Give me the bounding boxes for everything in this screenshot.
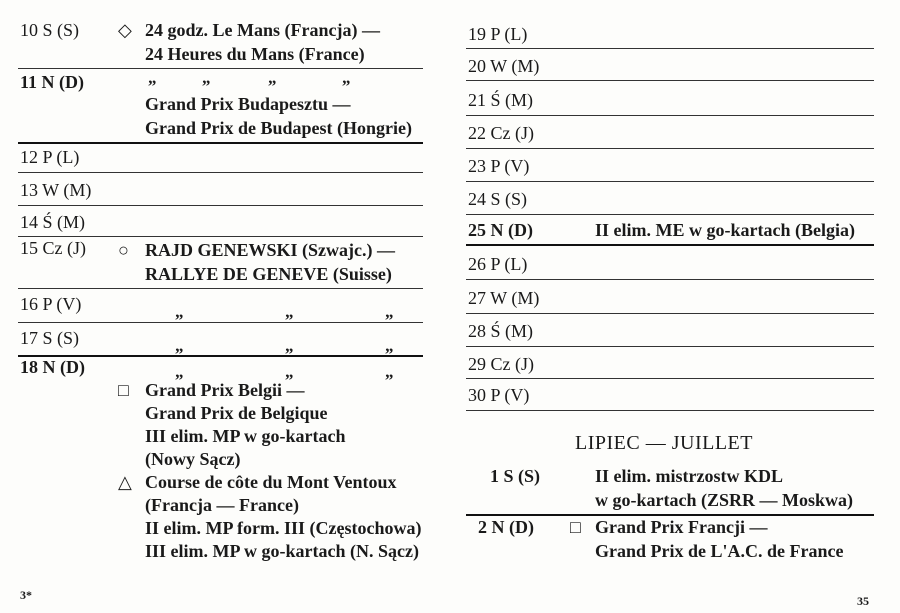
row-divider: [466, 313, 874, 314]
event-line: (Nowy Sącz): [145, 449, 241, 469]
event-line: 24 godz. Le Mans (Francja) —: [145, 20, 380, 40]
event-line: RAJD GENEWSKI (Szwajc.) —: [145, 240, 395, 260]
date-25: 25 N (D): [468, 220, 533, 240]
date-21: 21 Ś (M): [468, 90, 534, 110]
row-divider: [466, 514, 874, 516]
event-line: w go-kartach (ZSRR — Moskwa): [595, 490, 853, 510]
row-divider: [466, 148, 874, 149]
ditto-mark: „: [385, 362, 394, 381]
row-divider: [18, 172, 423, 173]
event-line: 24 Heures du Mans (France): [145, 44, 365, 64]
date-12: 12 P (L): [20, 147, 80, 167]
event-line: Grand Prix Francji —: [595, 517, 768, 537]
row-divider: [466, 410, 874, 411]
event-line: Course de côte du Mont Ventoux: [145, 472, 397, 492]
row-divider: [466, 346, 874, 347]
event-line: (Francja — France): [145, 495, 299, 515]
event-line: III elim. MP w go-kartach (N. Sącz): [145, 541, 419, 561]
ditto-mark: „: [175, 302, 184, 321]
row-divider: [466, 48, 874, 49]
row-divider: [466, 214, 874, 215]
date-10: 10 S (S): [20, 20, 80, 40]
event-line: Grand Prix Budapesztu —: [145, 94, 351, 114]
square-icon: □: [118, 380, 129, 400]
date-20: 20 W (M): [468, 56, 540, 76]
event-line: Grand Prix Belgii —: [145, 380, 305, 400]
event-line: II elim. ME w go-kartach (Belgia): [595, 220, 855, 240]
row-divider: [18, 205, 423, 206]
ditto-mark: „: [202, 68, 211, 87]
date-17: 17 S (S): [20, 328, 80, 348]
date-27: 27 W (M): [468, 288, 540, 308]
ditto-mark: „: [285, 336, 294, 355]
diamond-icon: ◇: [118, 20, 132, 40]
date-26: 26 P (L): [468, 254, 528, 274]
date-16: 16 P (V): [20, 294, 82, 314]
date-29: 29 Cz (J): [468, 354, 534, 374]
month-heading: LIPIEC — JUILLET: [575, 432, 753, 454]
event-line: III elim. MP w go-kartach: [145, 426, 346, 446]
date-2: 2 N (D): [478, 517, 534, 537]
square-icon: □: [570, 517, 581, 537]
row-divider: [466, 244, 874, 246]
ditto-mark: „: [342, 68, 351, 87]
page-number: 35: [857, 594, 869, 608]
circle-icon: ○: [118, 240, 129, 260]
date-1: 1 S (S): [490, 466, 541, 486]
date-30: 30 P (V): [468, 385, 530, 405]
date-15: 15 Cz (J): [20, 238, 86, 258]
row-divider: [18, 142, 423, 144]
row-divider: [466, 378, 874, 379]
row-divider: [18, 68, 423, 69]
row-divider: [18, 236, 423, 237]
date-18: 18 N (D): [20, 357, 85, 377]
date-13: 13 W (M): [20, 180, 92, 200]
page-number: 3*: [20, 588, 32, 602]
event-line: Grand Prix de Belgique: [145, 403, 328, 423]
event-line: RALLYE DE GENEVE (Suisse): [145, 264, 392, 284]
date-28: 28 Ś (M): [468, 321, 534, 341]
event-line: Grand Prix de L'A.C. de France: [595, 541, 844, 561]
date-11: 11 N (D): [20, 72, 84, 92]
row-divider: [466, 279, 874, 280]
row-divider: [466, 115, 874, 116]
row-divider: [18, 322, 423, 323]
ditto-mark: „: [385, 302, 394, 321]
ditto-mark: „: [175, 362, 184, 381]
date-24: 24 S (S): [468, 189, 528, 209]
date-22: 22 Cz (J): [468, 123, 534, 143]
event-line: Grand Prix de Budapest (Hongrie): [145, 118, 413, 138]
ditto-mark: „: [148, 68, 157, 87]
ditto-mark: „: [285, 362, 294, 381]
date-19: 19 P (L): [468, 24, 528, 44]
event-line: II elim. MP form. III (Częstochowa): [145, 518, 422, 538]
date-23: 23 P (V): [468, 156, 530, 176]
ditto-mark: „: [268, 68, 277, 87]
row-divider: [18, 288, 423, 289]
triangle-icon: △: [118, 472, 132, 492]
event-line: II elim. mistrzostw KDL: [595, 466, 783, 486]
row-divider: [466, 181, 874, 182]
row-divider: [466, 80, 874, 81]
ditto-mark: „: [285, 302, 294, 321]
ditto-mark: „: [175, 336, 184, 355]
date-14: 14 Ś (M): [20, 212, 86, 232]
ditto-mark: „: [385, 336, 394, 355]
